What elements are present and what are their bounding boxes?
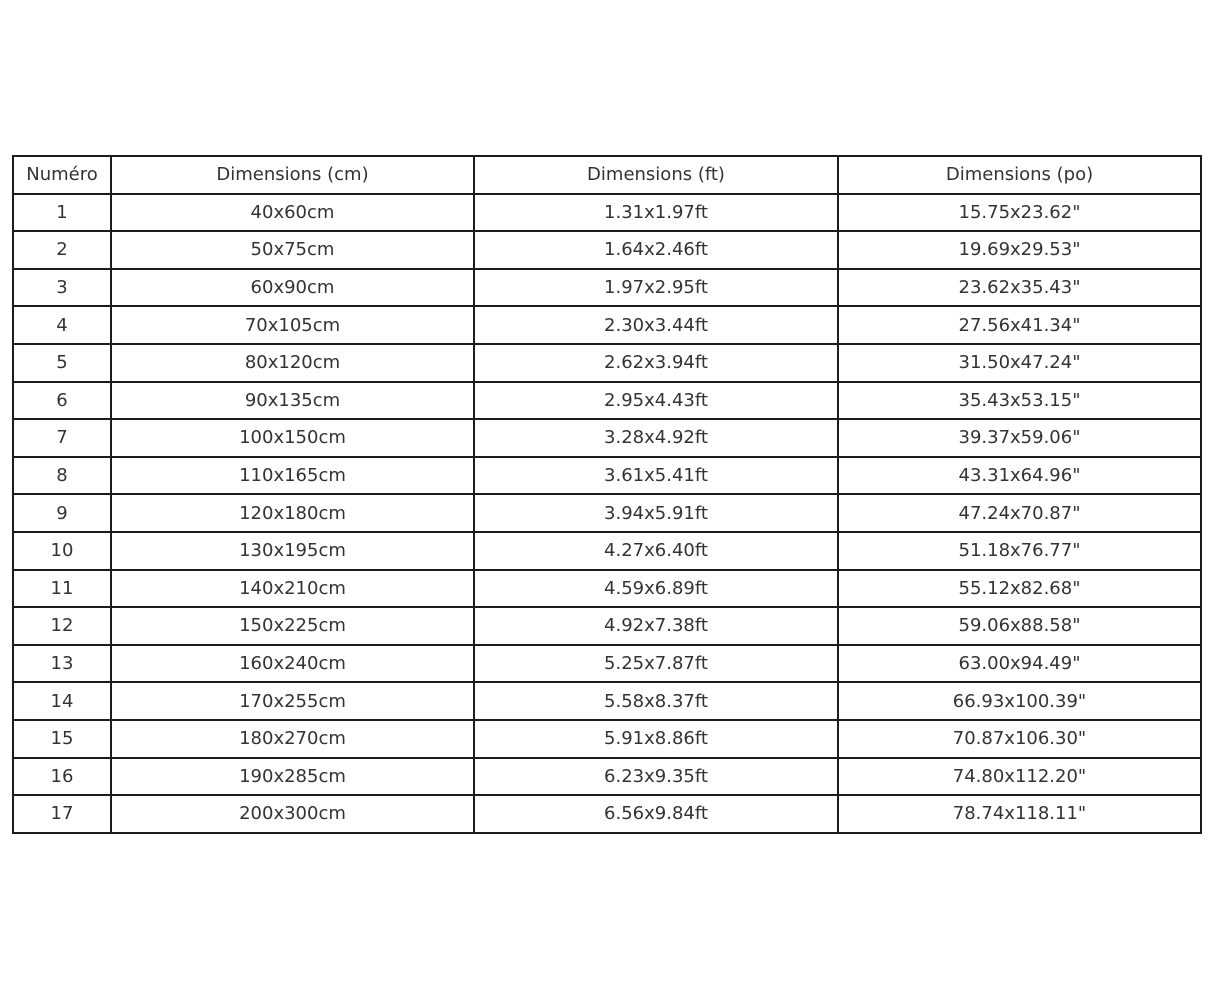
dimensions-ft-cell: 4.27x6.40ft (474, 532, 838, 570)
dimensions-cm-cell: 140x210cm (111, 570, 474, 608)
dimensions-ft-cell: 3.94x5.91ft (474, 494, 838, 532)
dimensions-po-cell: 47.24x70.87" (838, 494, 1201, 532)
dimensions-po-cell: 74.80x112.20" (838, 758, 1201, 796)
dimensions-ft-cell: 4.92x7.38ft (474, 607, 838, 645)
table-row (13, 306, 1201, 344)
dimensions-cm-cell: 60x90cm (111, 269, 474, 307)
row-number-cell: 4 (13, 306, 111, 344)
table-row (13, 457, 1201, 495)
row-number-cell: 17 (13, 795, 111, 833)
dimensions-po-cell: 35.43x53.15" (838, 382, 1201, 420)
row-number-cell: 14 (13, 682, 111, 720)
dimensions-po-cell: 78.74x118.11" (838, 795, 1201, 833)
table-row (13, 758, 1201, 796)
dimensions-cm-cell: 180x270cm (111, 720, 474, 758)
table-row (13, 720, 1201, 758)
size-conversion-table-container (12, 155, 1202, 834)
row-number-cell: 6 (13, 382, 111, 420)
table-row (13, 344, 1201, 382)
dimensions-cm-cell: 120x180cm (111, 494, 474, 532)
dimensions-po-cell: 23.62x35.43" (838, 269, 1201, 307)
table-row (13, 645, 1201, 683)
table-row (13, 419, 1201, 457)
table-row (13, 795, 1201, 833)
dimensions-po-cell: 39.37x59.06" (838, 419, 1201, 457)
header-dimensions-cm: Dimensions (cm) (111, 156, 474, 194)
dimensions-po-cell: 43.31x64.96" (838, 457, 1201, 495)
header-dimensions-ft: Dimensions (ft) (474, 156, 838, 194)
dimensions-po-cell: 27.56x41.34" (838, 306, 1201, 344)
dimensions-cm-cell: 110x165cm (111, 457, 474, 495)
table-row (13, 532, 1201, 570)
dimensions-ft-cell: 1.31x1.97ft (474, 194, 838, 232)
dimensions-ft-cell: 3.28x4.92ft (474, 419, 838, 457)
row-number-cell: 15 (13, 720, 111, 758)
dimensions-ft-cell: 1.64x2.46ft (474, 231, 838, 269)
row-number-cell: 3 (13, 269, 111, 307)
size-conversion-table (12, 155, 1202, 834)
dimensions-cm-cell: 150x225cm (111, 607, 474, 645)
dimensions-po-cell: 70.87x106.30" (838, 720, 1201, 758)
row-number-cell: 9 (13, 494, 111, 532)
dimensions-ft-cell: 2.30x3.44ft (474, 306, 838, 344)
row-number-cell: 5 (13, 344, 111, 382)
dimensions-cm-cell: 80x120cm (111, 344, 474, 382)
dimensions-po-cell: 51.18x76.77" (838, 532, 1201, 570)
dimensions-ft-cell: 5.58x8.37ft (474, 682, 838, 720)
dimensions-ft-cell: 3.61x5.41ft (474, 457, 838, 495)
dimensions-cm-cell: 190x285cm (111, 758, 474, 796)
dimensions-cm-cell: 90x135cm (111, 382, 474, 420)
row-number-cell: 16 (13, 758, 111, 796)
dimensions-po-cell: 59.06x88.58" (838, 607, 1201, 645)
dimensions-po-cell: 55.12x82.68" (838, 570, 1201, 608)
table-row (13, 570, 1201, 608)
header-row (13, 156, 1201, 194)
dimensions-ft-cell: 2.95x4.43ft (474, 382, 838, 420)
dimensions-po-cell: 63.00x94.49" (838, 645, 1201, 683)
table-row (13, 607, 1201, 645)
table-row (13, 382, 1201, 420)
dimensions-po-cell: 66.93x100.39" (838, 682, 1201, 720)
row-number-cell: 2 (13, 231, 111, 269)
dimensions-cm-cell: 200x300cm (111, 795, 474, 833)
row-number-cell: 8 (13, 457, 111, 495)
dimensions-ft-cell: 4.59x6.89ft (474, 570, 838, 608)
header-dimensions-po: Dimensions (po) (838, 156, 1201, 194)
table-row (13, 682, 1201, 720)
dimensions-ft-cell: 6.56x9.84ft (474, 795, 838, 833)
table-row (13, 194, 1201, 232)
dimensions-po-cell: 19.69x29.53" (838, 231, 1201, 269)
dimensions-ft-cell: 5.25x7.87ft (474, 645, 838, 683)
row-number-cell: 1 (13, 194, 111, 232)
dimensions-cm-cell: 100x150cm (111, 419, 474, 457)
row-number-cell: 12 (13, 607, 111, 645)
dimensions-cm-cell: 130x195cm (111, 532, 474, 570)
dimensions-cm-cell: 70x105cm (111, 306, 474, 344)
dimensions-cm-cell: 50x75cm (111, 231, 474, 269)
dimensions-cm-cell: 40x60cm (111, 194, 474, 232)
dimensions-ft-cell: 6.23x9.35ft (474, 758, 838, 796)
table-row (13, 494, 1201, 532)
row-number-cell: 13 (13, 645, 111, 683)
table-row (13, 269, 1201, 307)
table-row (13, 231, 1201, 269)
row-number-cell: 10 (13, 532, 111, 570)
dimensions-cm-cell: 170x255cm (111, 682, 474, 720)
row-number-cell: 11 (13, 570, 111, 608)
dimensions-po-cell: 15.75x23.62" (838, 194, 1201, 232)
dimensions-ft-cell: 2.62x3.94ft (474, 344, 838, 382)
header-numero: Numéro (13, 156, 111, 194)
dimensions-ft-cell: 1.97x2.95ft (474, 269, 838, 307)
dimensions-ft-cell: 5.91x8.86ft (474, 720, 838, 758)
dimensions-cm-cell: 160x240cm (111, 645, 474, 683)
row-number-cell: 7 (13, 419, 111, 457)
dimensions-po-cell: 31.50x47.24" (838, 344, 1201, 382)
